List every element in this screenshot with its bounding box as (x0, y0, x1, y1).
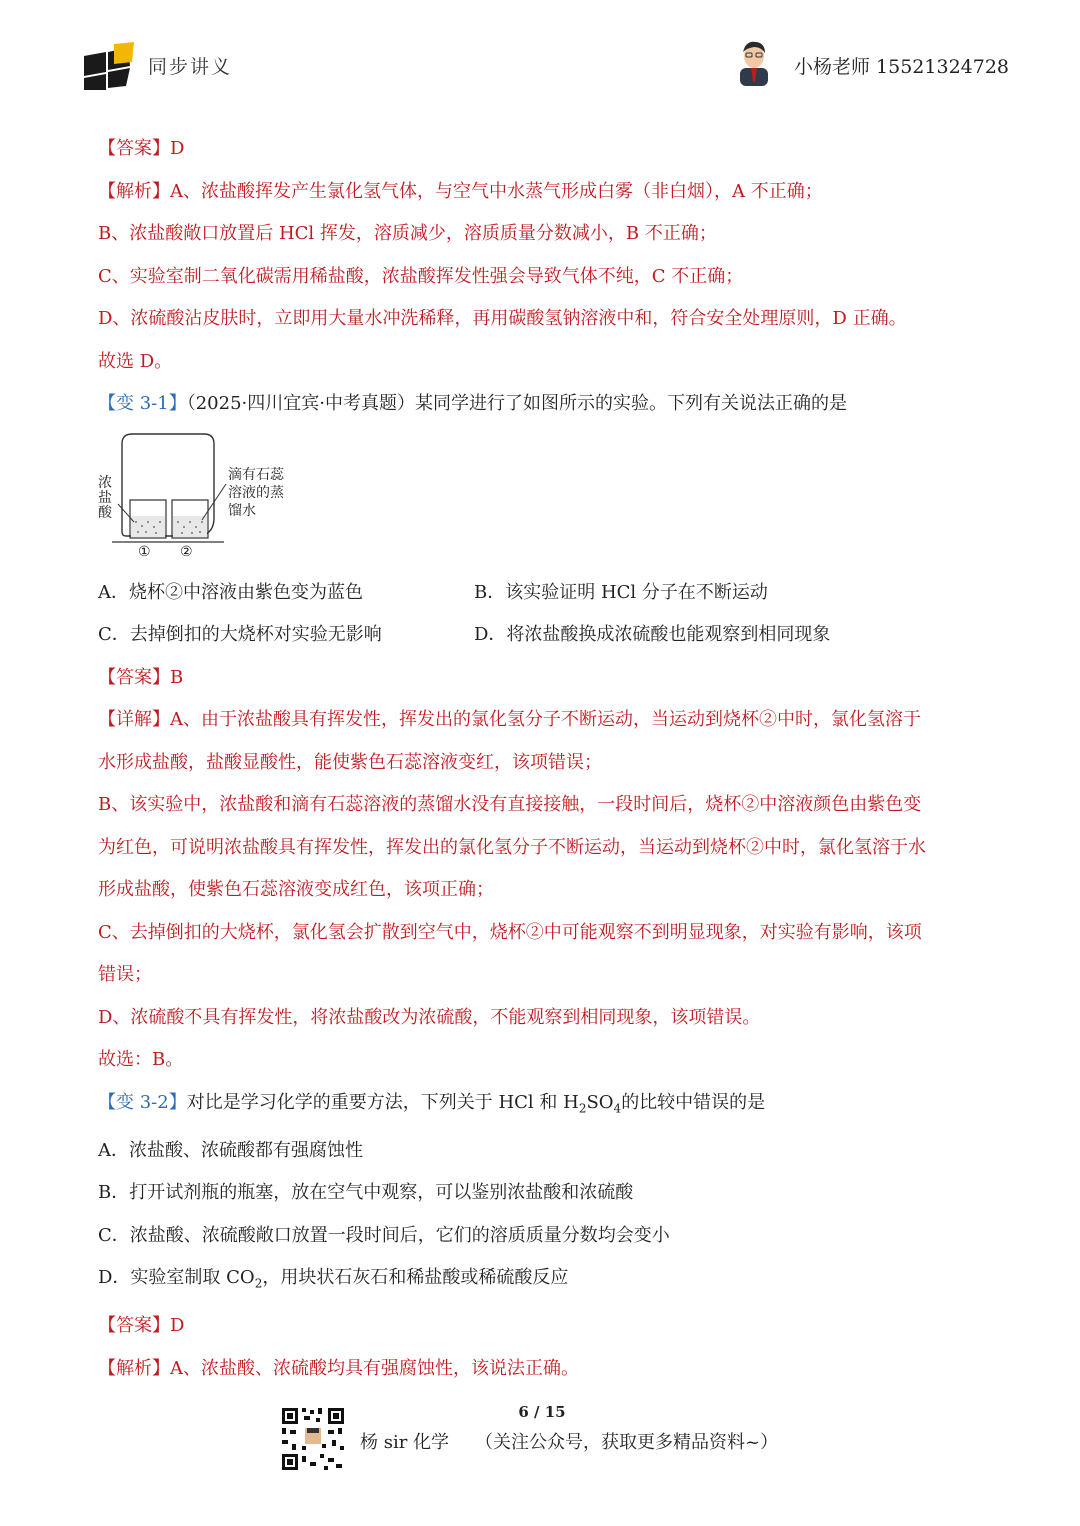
v31-detail-b1: B、该实验中，浓盐酸和滴有石蕊溶液的蒸馏水没有直接接触，一段时间后，烧杯②中溶液颜色由紫色变 (98, 794, 922, 815)
footer-text (360, 1428, 778, 1454)
q3-analysis-a: 【解析】A、浓盐酸挥发产生氯化氢气体，与空气中水蒸气形成白雾（非白烟），A 不正确； (98, 180, 823, 202)
q3-analysis-c: C、实验室制二氧化碳需用稀盐酸，浓盐酸挥发性强会导致气体不纯，C 不正确； (98, 265, 744, 287)
page-header (0, 0, 1080, 110)
footer-note: （关注公众号，获取更多精品资料~） (475, 1432, 779, 1453)
beaker-2-label: ② (180, 543, 193, 560)
v31-detail-a1: 【详解】A、由于浓盐酸具有挥发性，挥发出的氯化氢分子不断运动，当运动到烧杯②中时，氯化氢溶于 (98, 709, 921, 730)
label-right-1: 滴有石蕊 (228, 466, 284, 483)
beaker-1-label: ① (138, 543, 151, 560)
q3-answer: 【答案】D (98, 138, 185, 159)
label-right-2: 溶液的蒸 (228, 484, 284, 501)
label-right-3: 馏水 (228, 502, 256, 519)
beaker-diagram (98, 432, 328, 572)
v32-answer: 【答案】D (98, 1315, 185, 1337)
v31-answer: 【答案】B (98, 666, 184, 688)
q3-analysis-b: B、浓盐酸敞口放置后 HCl 挥发，溶质减少，溶质质量分数减小，B 不正确； (98, 223, 717, 244)
teacher-contact: 小杨老师 15521324728 (794, 56, 1010, 78)
v31-detail-b2: 为红色，可说明浓盐酸具有挥发性，挥发出的氯化氢分子不断运动，当运动到烧杯②中时，氯化氢溶于水 (98, 836, 926, 858)
v32-stem: 【变 3-2】对比是学习化学的重要方法，下列关于 HCl 和 $H_2SO_4$的比较中错误的是 (98, 1091, 766, 1116)
v31-conclusion: 故选：B。 (98, 1049, 184, 1070)
header-title: 同步讲义 (148, 56, 233, 78)
avatar-icon (734, 38, 774, 86)
v31-stem: 【变 3-1】（2025·四川宜宾·中考真题）某同学进行了如图所示的实验。下列有关说法正确的是 (98, 393, 847, 414)
v31-option-a: A．烧杯②中溶液由紫色变为蓝色 (98, 581, 363, 603)
v32-option-a: A．浓盐酸、浓硫酸都有强腐蚀性 (98, 1139, 363, 1161)
qr-code-icon (280, 1406, 346, 1472)
v31-detail-a2: 水形成盐酸，盐酸显酸性，能使紫色石蕊溶液变红，该项错误； (98, 751, 602, 773)
page-number: 6 / 15 (518, 1403, 566, 1421)
v31-detail-b3: 形成盐酸，使紫色石蕊溶液变成红色，该项正确； (98, 879, 494, 900)
v31-option-b: B．该实验证明 HCl 分子在不断运动 (474, 581, 768, 603)
logo-icon (80, 42, 136, 90)
v31-option-c: C．去掉倒扣的大烧杯对实验无影响 (98, 624, 382, 645)
v31-detail-d1: D、浓硫酸不具有挥发性，将浓盐酸改为浓硫酸，不能观察到相同现象，该项错误。 (98, 1006, 761, 1028)
footer-brand: 杨 sir 化学 (360, 1432, 450, 1453)
v31-detail-c1: C、去掉倒扣的大烧杯，氯化氢会扩散到空气中，烧杯②中可能观察不到明显现象，对实验有影响，该项 (98, 921, 922, 943)
v32-option-d: D．实验室制取 $CO_2$，用块状石灰石和稀盐酸或稀硫酸反应 (98, 1267, 569, 1291)
v32-analysis-a: 【解析】A、浓盐酸、浓硫酸均具有强腐蚀性，该说法正确。 (98, 1357, 579, 1379)
experiment-figure (98, 432, 328, 572)
v31-options-row-2 (98, 614, 980, 657)
v32-option-c: C．浓盐酸、浓硫酸敞口放置一段时间后，它们的溶质质量分数均会变小 (98, 1224, 670, 1246)
q3-conclusion: 故选 D。 (98, 350, 173, 372)
document-body (98, 128, 980, 1390)
v31-options-row-1 (98, 572, 980, 615)
v31-detail-c2: 错误； (98, 964, 152, 985)
v32-option-b: B．打开试剂瓶的瓶塞，放在空气中观察，可以鉴别浓盐酸和浓硫酸 (98, 1182, 634, 1204)
q3-analysis-d: D、浓硫酸沾皮肤时，立即用大量水冲洗稀释，再用碳酸氢钠溶液中和，符合安全处理原则，D 正确。 (98, 308, 907, 329)
v31-option-d: D．将浓盐酸换成浓硫酸也能观察到相同现象 (474, 624, 831, 645)
label-left: 浓盐酸 (98, 474, 112, 521)
